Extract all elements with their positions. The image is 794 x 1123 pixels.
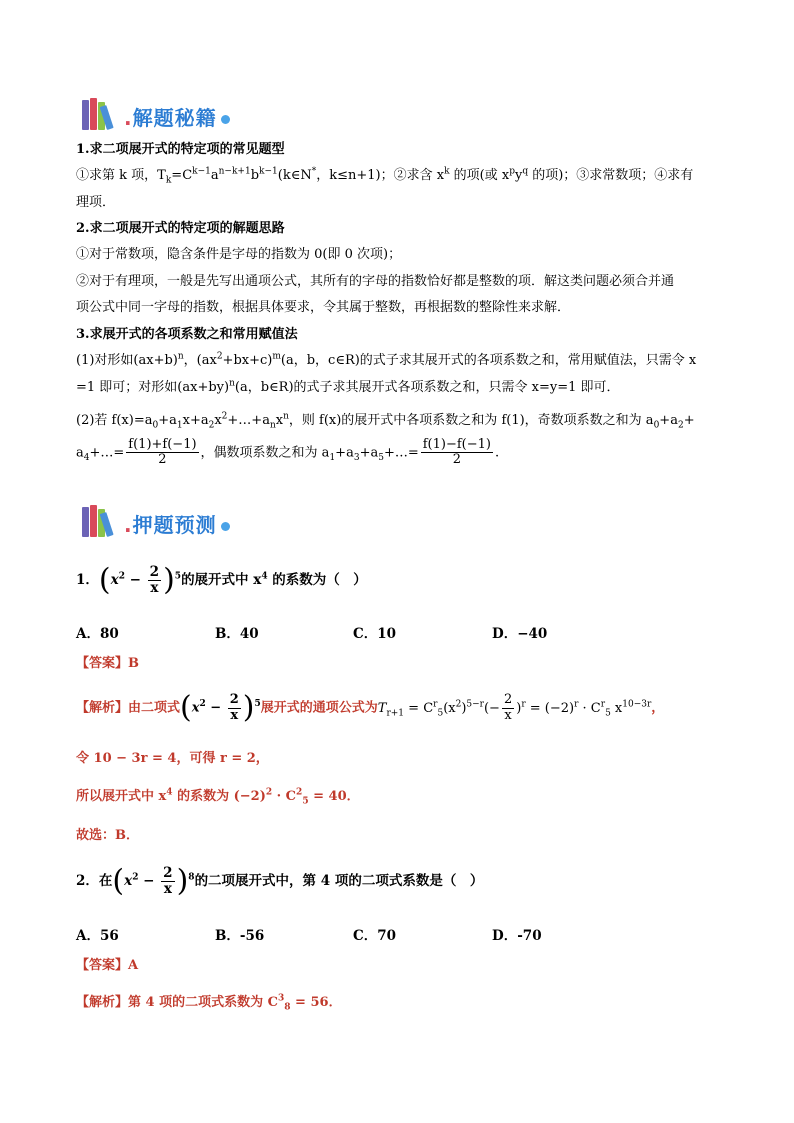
question-1: 1．($x^2$ − $\frac{2}{x}$ )$^5$的展开式中 $x^4$ 的系数为（ ） [76,562,367,598]
option-b: B．40 [215,626,259,642]
fraction-even: $\frac{f(1)-f(-1)}{2}$ [422,437,491,468]
paragraph-constant: ①对于常数项，隐含条件是字母的指数为 0(即 0 次项)； [76,247,402,262]
option-c: C．10 [353,626,397,642]
explanation-1-line-2: 令 10 − 3r = 4，可得 r = 2， [76,751,269,766]
option-c: C．70 [353,928,397,944]
question-2: 2．在($x^2$ − $\frac{2}{x}$ )$^8$的二项展开式中，第 4 项的二项式系数是（ ） [76,863,484,899]
section-header-tips [80,90,230,130]
answer-2: 【答案】A [76,958,139,973]
paragraph-assign-2: =1 即可；对形如$(ax+by)^n(a$，b∈R)的式子求其展开式各项系数之和，只需令 x=y=1 即可． [76,378,620,395]
paragraph-assign-1: (1)对形如$(ax+b)^n$，$(ax^2+bx+c)^m(a$，b，c∈R)的式子求其展开式的各项系数之和，常用赋值法，只需令 x [76,351,697,368]
paragraph-types: ①求第 k 项，$T_k=C^{k-1}a^{n-k+1}b^{k-1}(k\in N^*$，k≤n+1)；②求含 $x^k$ 的项(或 $x^py^q$ 的项)；③求常数项；④求有 [76,166,694,186]
explanation-2: 【解析】第 4 项的二项式系数为 $C^3_8 = 56$． [76,993,342,1013]
dot-icon [221,522,230,531]
paragraph-types-cont: 理项． [76,195,116,210]
explanation-1-line-3: 所以展开式中 $x^4$ 的系数为 $(-2)^2 \cdot C^2_5 = 40$． [76,787,360,807]
heading-1: 1.求二项展开式的特定项的常见题型 [76,142,285,157]
option-b: B．-56 [215,928,265,944]
option-a: A．56 [76,928,119,944]
option-d: D．−40 [492,626,548,642]
paragraph-sum-1: (2)若 $f(x)=a_0+a_1x+a_2x^2+\dots+a_nx^n$，则 f(x)的展开式中各项系数之和为 f(1)，奇数项系数之和为 $a_0+a_2+$ [76,411,695,431]
section-header-predict [80,497,230,537]
heading-3: 3.求展开式的各项系数之和常用赋值法 [76,327,298,342]
dot-icon [221,115,230,124]
paragraph-rational-1: ②对于有理项，一般是先写出通项公式，其所有的字母的指数恰好都是整数的项．解这类问题必须合并通 [76,274,675,289]
fraction-odd: $\frac{f(1)+f(-1)}{2}$ [128,437,197,468]
answer-1: 【答案】B [76,656,140,671]
books-icon [80,503,120,537]
heading-2: 2.求二项展开式的特定项的解题思路 [76,221,285,236]
paragraph-rational-2: 项公式中同一字母的指数，根据具体要求，令其属于整数，再根据数的整除性来求解． [76,300,571,315]
paragraph-sum-2: $a_4+\dots=$ $\frac{f(1)+f(-1)}{2}$ ，偶数项系数之和为 $a_1+a_3+a_5+\dots=$ $\frac{f(1)-f(-1)}{2}$ . [76,437,500,468]
books-icon [80,96,120,130]
section-title: .解题秘籍 [124,106,217,130]
option-d: D．-70 [492,928,542,944]
explanation-1-line-4: 故选：B． [76,828,139,843]
option-a: A．80 [76,626,119,642]
explanation-1-line-1: 【解析】由二项式($x^2$ − $\frac{2}{x}$ )$^5$展开式的通项公式为$T_{r+1} = C^r_5(x^2)^{5-r}(-$ $\frac{2}{x}$ )$^r = (-2)^r \cdot C^r_5$ $x^{10-3r}$， [76,690,665,725]
section-title: .押题预测 [124,513,217,537]
